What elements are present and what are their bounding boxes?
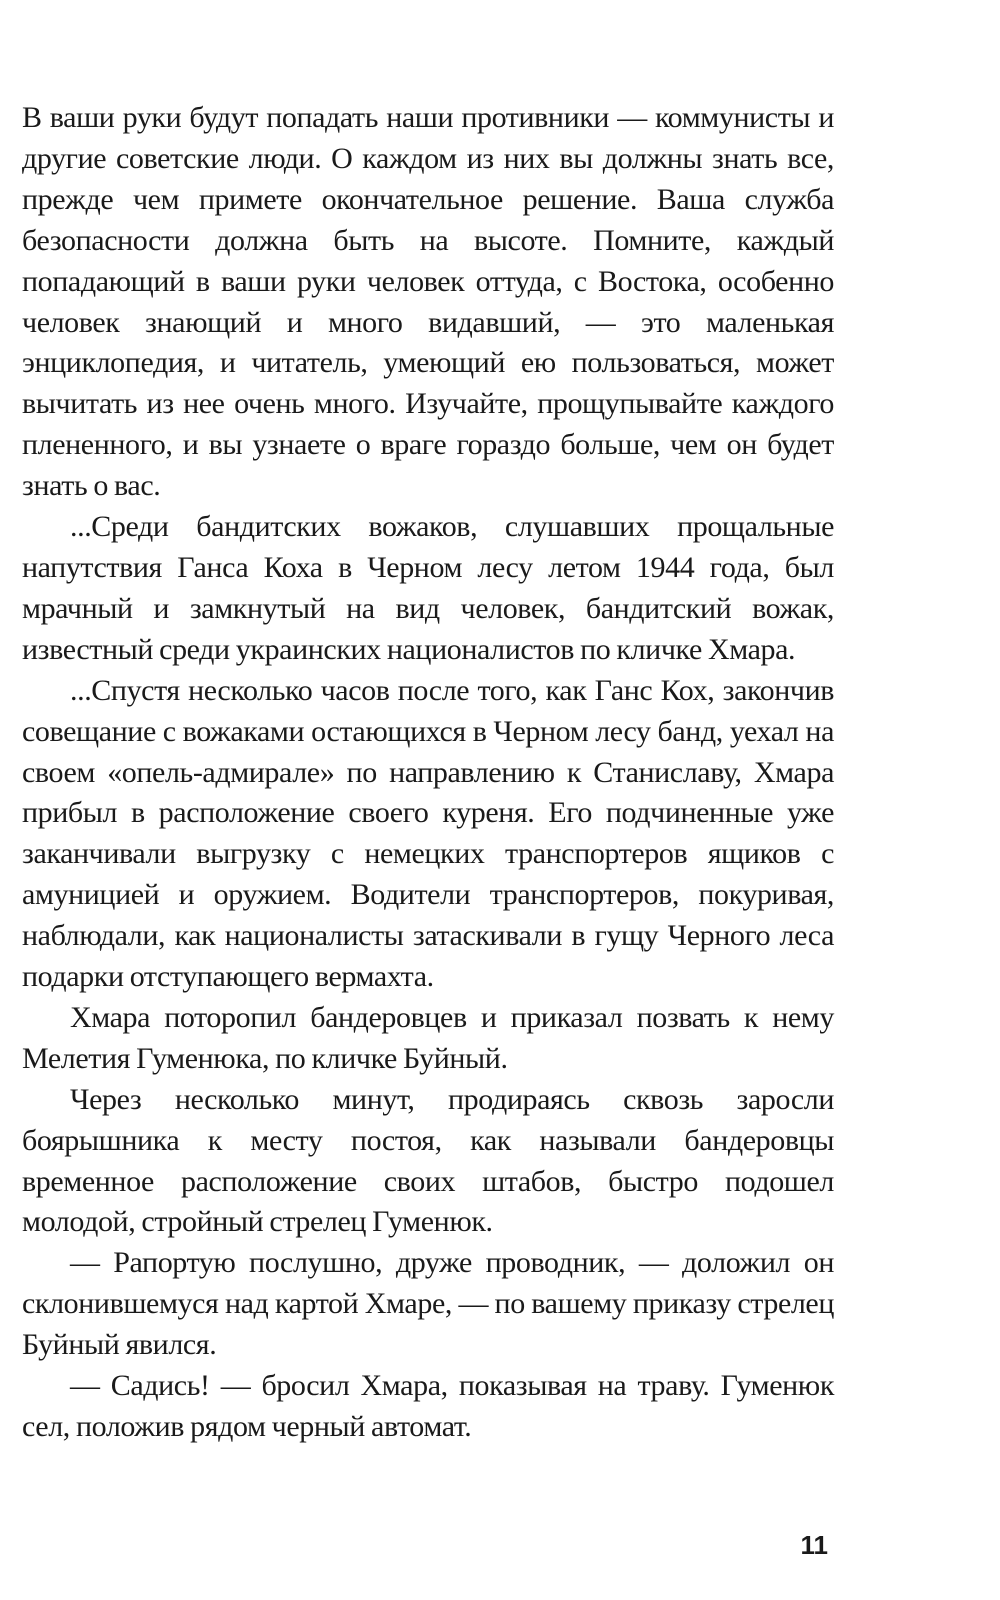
page-number: 11 [800, 1530, 828, 1560]
body-text [22, 98, 834, 1448]
paragraph-4: Хмара поторопил бандеровцев и приказал позвать к нему Мелетия Гуменюка, по кличке Буйный. [22, 1000, 834, 1075]
paragraph-6: — Рапортую послушно, друже проводник, — доложил он склонившемуся над картой Хмаре, — по вашему приказу стрелец Буйный явился. [22, 1246, 834, 1362]
paragraph-5: Через несколько минут, продираясь сквозь заросли боярышника к месту постоя, как называли бандеровцы временное расположение своих штабов, быстро подошел молодой, стройный стрелец Гуменюк. [22, 1082, 834, 1239]
paragraph-2: ...Среди бандитских вожаков, слушавших прощальные напутствия Ганса Коха в Черном лесу летом 1944 года, был мрачный и замкнутый на вид человек, бандитский вожак, известный среди украинских националистов по кличке Хмара. [22, 510, 834, 666]
paragraph-7: — Садись! — бросил Хмара, показывая на траву. Гуменюк сел, положив рядом черный автомат. [22, 1369, 834, 1443]
paragraph-1: В ваши руки будут попадать наши противники — коммунисты и другие советские люди. О каждом из них вы должны знать все, прежде чем примете окончательное решение. Ваша служба безопасности должна быть на высоте. Помните, каждый попадающий в ваши руки человек оттуда, с Востока, особенно человек знающий и много видавший, — это маленькая энциклопедия, и читатель, умеющий ею пользоваться, может вычитать из нее очень много. Изучайте, прощупывайте каждого плененного, и вы узнаете о враге гораздо больше, чем он будет знать о вас. [22, 101, 834, 503]
paragraph-3: ...Спустя несколько часов после того, как Ганс Кох, закончив совещание с вожаками остающихся в Черном лесу банд, уехал на своем «опель-адмирале» по направлению к Станиславу, Хмара прибыл в расположение своего куреня. Его подчиненные уже заканчивали выгрузку с немецких транспортеров ящиков с амуницией и оружием. Водители транспортеров, покуривая, наблюдали, как националисты затаскивали в гущу Черного леса подарки отступающего вермахта. [22, 673, 834, 994]
